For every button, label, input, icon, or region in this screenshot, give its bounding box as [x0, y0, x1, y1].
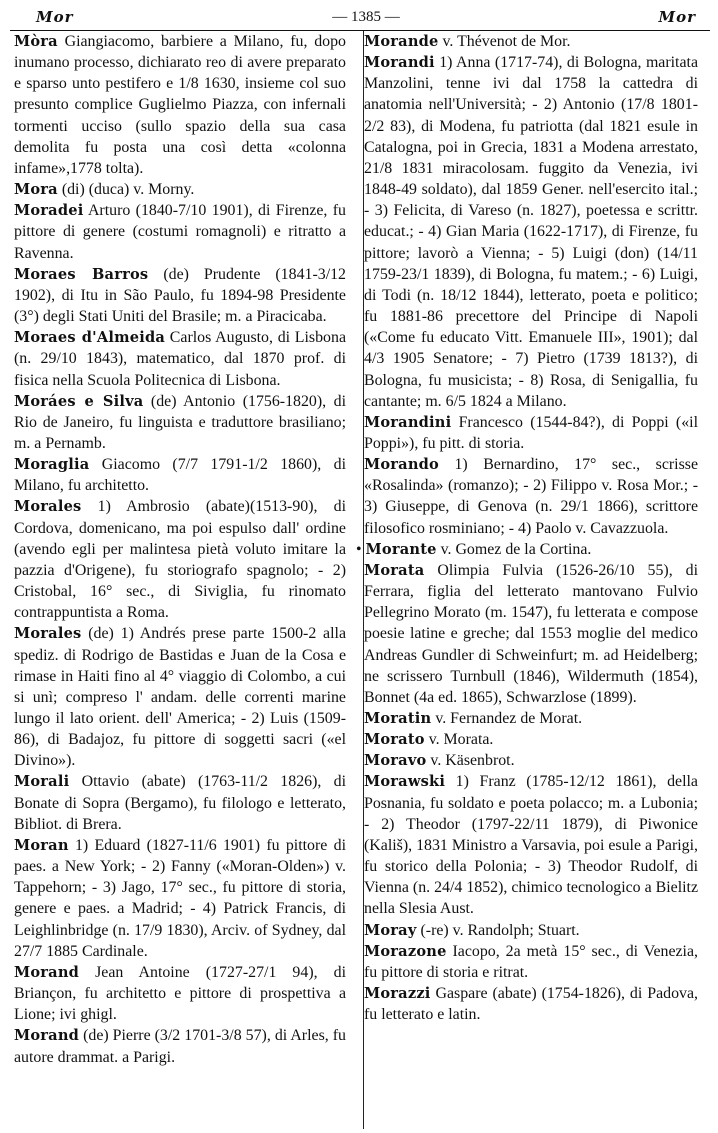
left-column-entry: [14, 454, 346, 496]
left-column-entry: [14, 179, 346, 200]
headword: Morand: [14, 1027, 80, 1045]
headword: Morato: [364, 731, 425, 749]
right-column-entry: [364, 560, 698, 708]
entry-text: 1) Anna (1717-74), di Bologna, maritata Manzolini, tenne ivi dal 1758 la cattedra di anatomia nell'Università; - 2) Antonio (17/8 1801-2/2 83), di Modena, fu patriotta (dal 1821 esule in Catalogna, poi in Grecia, 1831 a Modena arrestato, 21/8 1831 miracolosam. fuggito da Venezia, ivi 1848-49 soldato), dal 1859 Gener. nell'esercito ital.; - 3) Felicita, di Vareso (n. 1827), poetessa e scrittr. educat.; - 4) Gian Maria (1622-1717), di Firenze, fu pittore; lavorò a Vienna; - 5) Luigi (don) (14/11 1759-23/1 1839), di Bologna, fu matem.; - 6) Luigi, di Todi (n. 18/12 1844), letterato, poeta e politico; fu 1881-86 precettore del Principe di Napoli («Come fu educato Vitt. Emanuele III», 1901); dal 4/3 1905 Senatore; - 7) Pietro (1739 1813?), di Bologna, fu musicista; - 8) Rosa, di Senigallia, fu cantante; m. 6/5 1824 a Milano.: [364, 54, 698, 410]
headword: Morazzi: [364, 985, 431, 1003]
left-column-entry: [14, 1025, 346, 1067]
left-column-entry: [14, 31, 346, 179]
entry-text: Jean Antoine (1727-27/1 94), di Briançon, fu architetto e pittore di prospettiva a Lione; ivi ghigl.: [14, 963, 346, 1024]
headword: Moray: [364, 921, 417, 939]
right-column-entry: [356, 539, 698, 560]
headword: Morali: [14, 773, 70, 791]
left-column-entry: [14, 623, 346, 771]
headword: Moratin: [364, 710, 432, 727]
headword: Morawski: [364, 773, 446, 791]
headword: Mora: [14, 181, 58, 199]
right-column-entry: [364, 729, 698, 750]
entry-text: 1) Ambrosio (abate)(1513-90), di Cordova, domenicano, ma poi espulso dall' ordine (avendo egli per malintesa pietà voluto imitare la pazzia d'Origene), fu storiografo spagnolo; - 2) Cristobal, 16° sec., di Siviglia, fu rinomato contrappuntista a Roma.: [14, 498, 346, 622]
left-column-entry: [14, 835, 346, 962]
right-column: [355, 31, 700, 1129]
headword: Moran: [14, 836, 69, 854]
right-column-entry: [364, 771, 698, 919]
entry-text: (-re) v. Randolph; Stuart.: [416, 921, 580, 939]
entry-text: v. Gomez de la Cortina.: [436, 540, 592, 558]
headword: Morales: [14, 625, 82, 643]
entry-text: (di) (duca) v. Morny.: [57, 181, 195, 199]
headword: Morande: [364, 33, 439, 50]
right-column-entry: [364, 920, 698, 941]
header-left-word: Mor: [36, 8, 74, 26]
left-column-entry: [14, 327, 346, 390]
entry-text: v. Thévenot de Mor.: [438, 33, 571, 50]
entry-text: Carlos Augusto, di Lisbona (n. 29/10 1843), matematico, dal 1870 prof. di fisica nella Scuola Politecnica di Lisbona.: [14, 329, 346, 389]
page-number: — 1385 —: [332, 8, 400, 25]
entry-text: Gaspare (abate) (1754-1826), di Padova, fu letterato e latin.: [364, 985, 698, 1024]
entry-text: (de) 1) Andrés prese parte 1500-2 alla spediz. di Rodrigo de Bastidas e Juan de la Cosa e rimase in Haiti fino al 4° viaggio di Colombo, a cui si unì; compreso l' andam. delle correnti marine lungo il lato orient. dell' America; - 2) Luis (1509-86), di Badajoz, fu pittore di soggetti sacri («el Divino»).: [14, 625, 346, 770]
entry-text: v. Fernandez de Morat.: [431, 710, 583, 727]
headword: Moraes d'Almeida: [14, 329, 166, 347]
two-column-body: [10, 31, 710, 1129]
entry-text: 1) Eduard (1827-11/6 1901) fu pittore di paes. a New York; - 2) Fanny («Moran-Olden») v. Tappehorn; - 3) Jago, 17° sec., fu pittore di storia, genere e paes. a Madrid; - 4) Patrick Francis, di Leighlinbridge (n. 17/9 1830), Arciv. of Sydney, dal 27/7 1885 Cardinale.: [14, 836, 346, 960]
entry-text: Arturo (1840-7/10 1901), di Firenze, fu pittore di genere (costumi romagnoli) e ritratto a Ravenna.: [14, 202, 346, 262]
entry-text: 1) Franz (1785-12/12 1861), della Posnania, fu soldato e poeta polacco; m. a Lubonia; - 2) Theodor (1797-22/11 1879), di Piwonice (Kališ), 1831 Ministro a Varsavia, poi esule a Parigi, fu storico della Polonia; - 3) Theodor Rudolf, di Vienna (n. 24/4 1852), chimico tecnologico a Bielitz nella Slesia Aust.: [364, 773, 698, 918]
left-column-entry: [14, 200, 346, 263]
entry-text: Giangiacomo, barbiere a Milano, fu, dopo inumano processo, dichiarato reo di avere preparato e sparso unto pestifero e 1/8 1630, insieme col suo presunto complice Guglielmo Piazza, con infernali tormenti ucciso (sullo spazio della sua casa demolita fu posta una così detta «colonna infame»,1778 tolta).: [14, 33, 346, 177]
headword: Morandini: [364, 413, 452, 431]
column-rule: [363, 31, 364, 1129]
left-column-entry: [14, 962, 346, 1025]
headword: Morata: [364, 561, 425, 579]
right-column-entry: [364, 708, 698, 729]
right-column-entry: [364, 983, 698, 1025]
entry-text: (de) Pierre (3/2 1701-3/8 57), di Arles, fu autore drammat. a Parigi.: [14, 1027, 346, 1066]
headword: Moraes Barros: [14, 265, 149, 283]
entry-text: v. Käsenbrot.: [426, 752, 515, 770]
right-column-entry: [364, 412, 698, 454]
left-column: [10, 31, 355, 1129]
entry-text: Olimpia Fulvia (1526-26/10 55), di Ferrara, figlia del letterato mantovano Fulvio Pellegrino Morato (m. 1547), fu letterata e compose poesie latine e greche; dal 1553 moglie del medico Andreas Gundler di Schweinfurt; m. ad Heidelberg; ne scrissero Turnbull (1846), Wildermuth (1854), Bonnet (4a ed. 1865), Schwarzlose (1899).: [364, 561, 698, 706]
left-column-entry: [14, 264, 346, 327]
entry-text: Iacopo, 2a metà 15° sec., di Venezia, fu pittore di storia e ritrat.: [364, 942, 698, 981]
headword: Morante: [365, 540, 437, 558]
headword: Morand: [14, 963, 80, 981]
entry-text: (de) Prudente (1841-3/12 1902), di Itu in São Paulo, fu 1894-98 Presidente (3°) degli Stati Uniti del Brasile; m. a Piracicaba.: [14, 265, 346, 326]
headword: Morando: [364, 456, 439, 474]
left-column-entry: [14, 391, 346, 454]
headword: Morandi: [364, 54, 435, 72]
right-column-entry: [364, 31, 698, 52]
entry-text: (de) Antonio (1756-1820), di Rio de Janeiro, fu linguista e traduttore brasiliano; m. a Pernamb.: [14, 392, 347, 452]
headword: Morazone: [364, 942, 447, 960]
headword: Moraglia: [14, 456, 90, 474]
header-right-word: Mor: [658, 8, 696, 26]
entry-text: v. Morata.: [424, 731, 494, 749]
headword: Moravo: [364, 752, 427, 770]
running-header: [10, 4, 710, 31]
entry-text: Ottavio (abate) (1763-11/2 1826), di Bonate di Sopra (Bergamo), fu filologo e letterato, Bibliot. di Brera.: [14, 773, 346, 833]
headword: Moráes e Silva: [14, 392, 144, 410]
entry-text: 1) Bernardino, 17° sec., scrisse «Rosalinda» (romanzo); - 2) Filippo v. Rosa Mor.; - 3) Giuseppe, di Genova (n. 29/1 1866), scrittore filosofico rosminiano; - 4) Paolo v. Cavazzuola.: [364, 456, 698, 537]
right-column-entry: [364, 941, 698, 983]
headword: Moradei: [14, 202, 84, 220]
headword: Mòra: [14, 33, 58, 50]
entry-text: Francesco (1544-84?), di Poppi («il Poppi»), fu pitt. di storia.: [364, 413, 698, 452]
headword: Morales: [14, 498, 82, 516]
left-column-entry: [14, 771, 346, 834]
left-column-entry: [14, 496, 346, 623]
right-column-entry: [364, 52, 698, 412]
entry-text: Giacomo (7/7 1791-1/2 1860), di Milano, fu architetto.: [14, 456, 346, 495]
right-column-entry: [364, 750, 698, 771]
right-column-entry: [364, 454, 698, 539]
bullet-mark: •: [356, 540, 366, 558]
